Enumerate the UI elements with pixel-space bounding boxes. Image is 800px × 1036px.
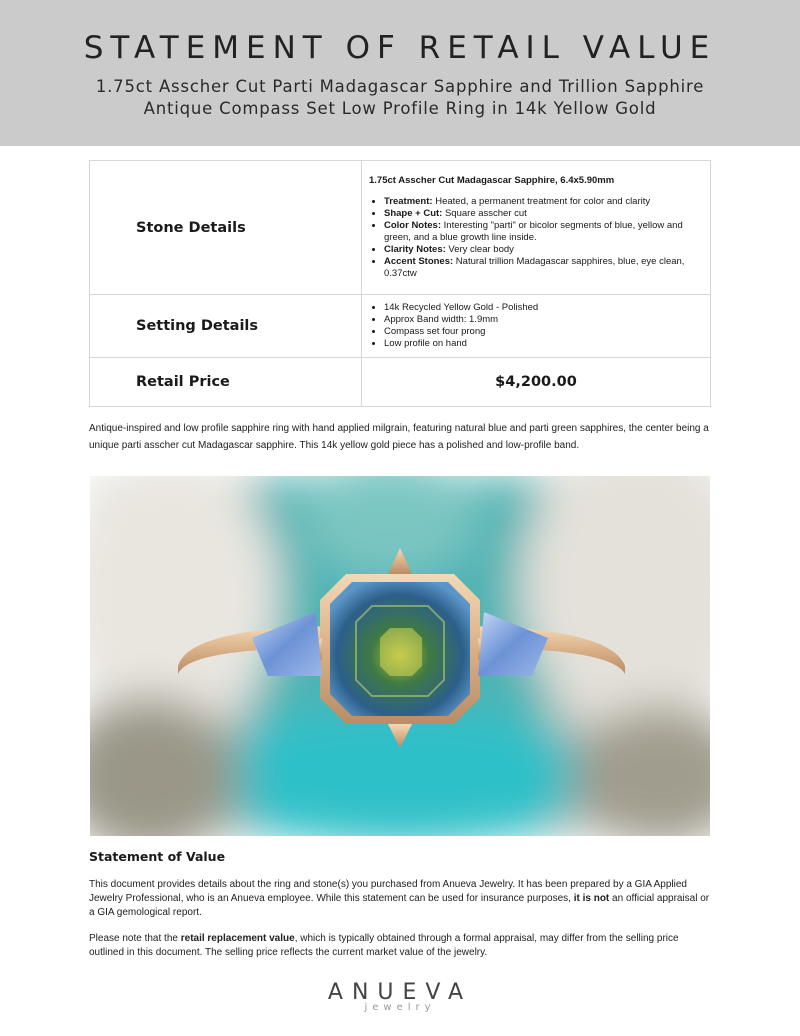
stone-details-label: Stone Details [90,161,362,295]
logo-name: ANUEVA [327,980,473,1005]
list-item: • Shape + Cut: Square asscher cut [384,208,702,220]
stone-name: 1.75ct Asscher Cut Madagascar Sapphire, 6.4x5.90mm [369,175,615,186]
list-item: • 14k Recycled Yellow Gold - Polished [384,302,702,314]
statement-paragraph-2: Please note that the retail replacement value, which is typically obtained through a formal appraisal, may differ from the selling price outlined in this document. The selling price reflects the current market value of the jewelry. [89,933,679,958]
product-description: Antique-inspired and low profile sapphire ring with hand applied milgrain, featuring natural blue and parti green sapphires, the center being a unique parti asscher cut Madagascar sapphire. This 14k yellow gold piece has a polished and low-profile band. [89,423,709,451]
subtitle-line-1: 1.75ct Asscher Cut Parti Madagascar Sapphire and Trillion Sapphire [95,77,705,96]
statement-of-value-heading: Statement of Value [89,849,226,864]
list-item: • Clarity Notes: Very clear body [384,244,702,256]
statement-paragraph-1: This document provides details about the ring and stone(s) you purchased from Anueva Jewelry. It has been prepared by a GIA Applied Jewelry Professional, who is an Anueva employee. While this statement can be used for insurance purposes, it is not an official appraisal or a GIA gemological report. [89,879,710,918]
stone-details-row [90,161,711,295]
retail-price-value: $4,200.00 [362,358,711,407]
anueva-logo [0,980,800,1013]
ring-photo-icon [90,476,710,836]
setting-details-label: Setting Details [90,295,362,358]
logo-tagline: jewelry [364,1002,436,1013]
ring-photo [90,476,710,836]
list-item: • Approx Band width: 1.9mm [384,314,702,326]
list-item: • Color Notes: Interesting "parti" or bicolor segments of blue, yellow and green, and a blue growth line inside. [384,220,702,244]
retail-price-row [90,358,711,407]
list-item: • Accent Stones: Natural trillion Madagascar sapphires, blue, eye clean, 0.37ctw [384,256,702,280]
details-table [89,160,711,407]
setting-details-content [362,295,711,358]
stone-details-content [362,161,711,295]
stone-detail-list [369,196,702,280]
setting-details-row [90,295,711,358]
setting-detail-list [369,302,702,350]
list-item: • Treatment: Heated, a permanent treatment for color and clarity [384,196,702,208]
page-title: STATEMENT OF RETAIL VALUE [83,30,717,66]
retail-price-label: Retail Price [90,358,362,407]
page-subtitle [0,76,800,120]
list-item: • Compass set four prong [384,326,702,338]
header-banner [0,0,800,146]
list-item: • Low profile on hand [384,338,702,350]
subtitle-line-2: Antique Compass Set Low Profile Ring in 14k Yellow Gold [143,99,657,118]
